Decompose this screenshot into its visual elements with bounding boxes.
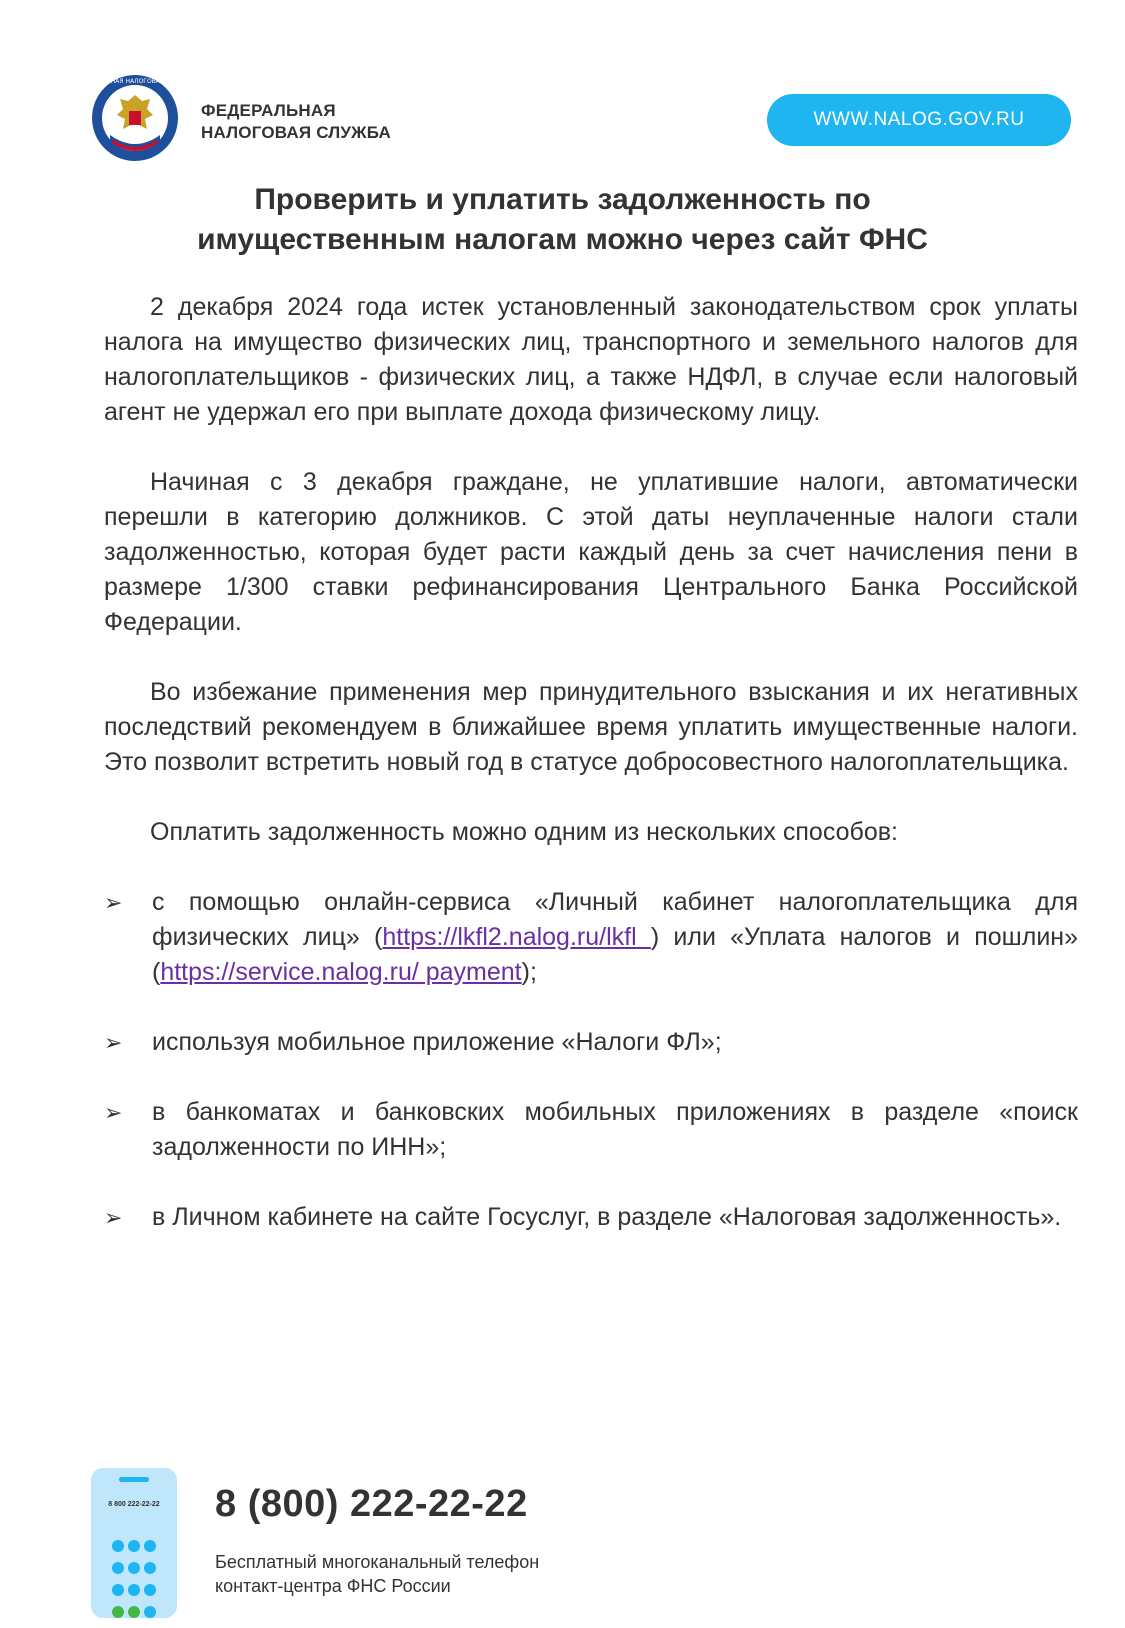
website-button[interactable]: WWW.NALOG.GOV.RU (767, 94, 1071, 146)
org-name-line2: НАЛОГОВАЯ СЛУЖБА (201, 123, 391, 142)
paragraph-recommendation: Во избежание применения мер принудительного взыскания и их негативных последствий рекомендуем в ближайшее время уплатить имущественные налоги. Это позволит встретить новый год в статусе добросовестного налогоплательщика. (104, 678, 1078, 776)
payment-methods-list (104, 885, 1078, 1235)
key-dot (144, 1584, 156, 1596)
payment-link[interactable]: https://service.nalog.ru/ payment (160, 958, 522, 986)
article-body (104, 290, 1078, 1270)
arrow-bullet-icon: ➢ (104, 1205, 123, 1230)
key-dot (144, 1540, 156, 1552)
key-dot (144, 1562, 156, 1574)
key-dot (144, 1606, 156, 1618)
key-dot (128, 1540, 140, 1552)
key-dot (112, 1584, 124, 1596)
paragraph-deadline: 2 декабря 2024 года истек установленный законодательством срок уплаты налога на имущество физических лиц, транспортного и земельного налогов для налогоплательщиков - физических лиц, а также НДФЛ, в случае если налоговый агент не удержал его при выплате дохода физическому лицу. (104, 293, 1078, 426)
title-line1: Проверить и уплатить задолженность по (254, 183, 871, 216)
key-dot (112, 1606, 124, 1618)
arrow-bullet-icon: ➢ (104, 890, 123, 915)
list-item-atm (104, 1095, 1078, 1165)
phone-screen-number: 8 800 222-22-22 (108, 1501, 160, 1508)
lkfl-link[interactable]: https://lkfl2.nalog.ru/lkfl (382, 923, 651, 951)
list-item-text: в Личном кабинете на сайте Госуслуг, в разделе «Налоговая задолженность». (152, 1203, 1062, 1231)
hotline-number[interactable]: 8 (800) 222-22-22 (215, 1483, 528, 1525)
arrow-bullet-icon: ➢ (104, 1100, 123, 1125)
list-item-text: в банкоматах и банковских мобильных приложениях в разделе «поиск задолженности по ИНН»; (152, 1098, 1078, 1161)
title-line2: имущественным налогам можно через сайт ФНС (197, 223, 928, 256)
footer (0, 1460, 1125, 1625)
org-name (201, 100, 391, 144)
header (0, 0, 1125, 180)
emblem-lettering: ФЕДЕРАЛЬНАЯ НАЛОГОВАЯ СЛУЖБА (76, 78, 194, 85)
paragraph-debtors: Начиная с 3 декабря граждане, не уплатившие налоги, автоматически перешли в категорию должников. С этой даты неуплаченные налоги стали задолженностью, которая будет расти каждый день за счет начисления пени в размере 1/300 ставки рефинансирования Центрального Банка Российской Федерации. (104, 468, 1078, 636)
caption-line2: контакт-центра ФНС России (215, 1576, 451, 1596)
key-dot (128, 1584, 140, 1596)
phone-icon (91, 1468, 177, 1618)
list-item-text: ); (521, 958, 537, 986)
page-title (100, 180, 1025, 260)
org-name-line1: ФЕДЕРАЛЬНАЯ (201, 101, 336, 120)
fns-emblem-icon (76, 73, 194, 163)
hotline-caption (215, 1550, 539, 1598)
list-item-mobile-app (104, 1025, 1078, 1060)
key-dot (112, 1540, 124, 1552)
key-dot (112, 1562, 124, 1574)
list-item-text: используя мобильное приложение «Налоги ФЛ»; (152, 1028, 722, 1056)
paragraph-payment-methods: Оплатить задолженность можно одним из нескольких способов: (150, 818, 898, 846)
list-item-online-service (104, 885, 1078, 990)
caption-line1: Бесплатный многоканальный телефон (215, 1552, 540, 1572)
key-dot (128, 1562, 140, 1574)
keypad-icon (110, 1540, 160, 1628)
list-item-gosuslugi (104, 1200, 1078, 1235)
key-dot (128, 1606, 140, 1618)
list-item-text: с помощью онлайн-сервиса «Личный кабинет налогоплательщика для физических лиц» ( (152, 888, 1078, 951)
phone-speaker (119, 1477, 149, 1482)
arrow-bullet-icon: ➢ (104, 1030, 123, 1055)
list-item-text: ) или «Уплата налогов и пошлин» ( (152, 923, 1078, 986)
